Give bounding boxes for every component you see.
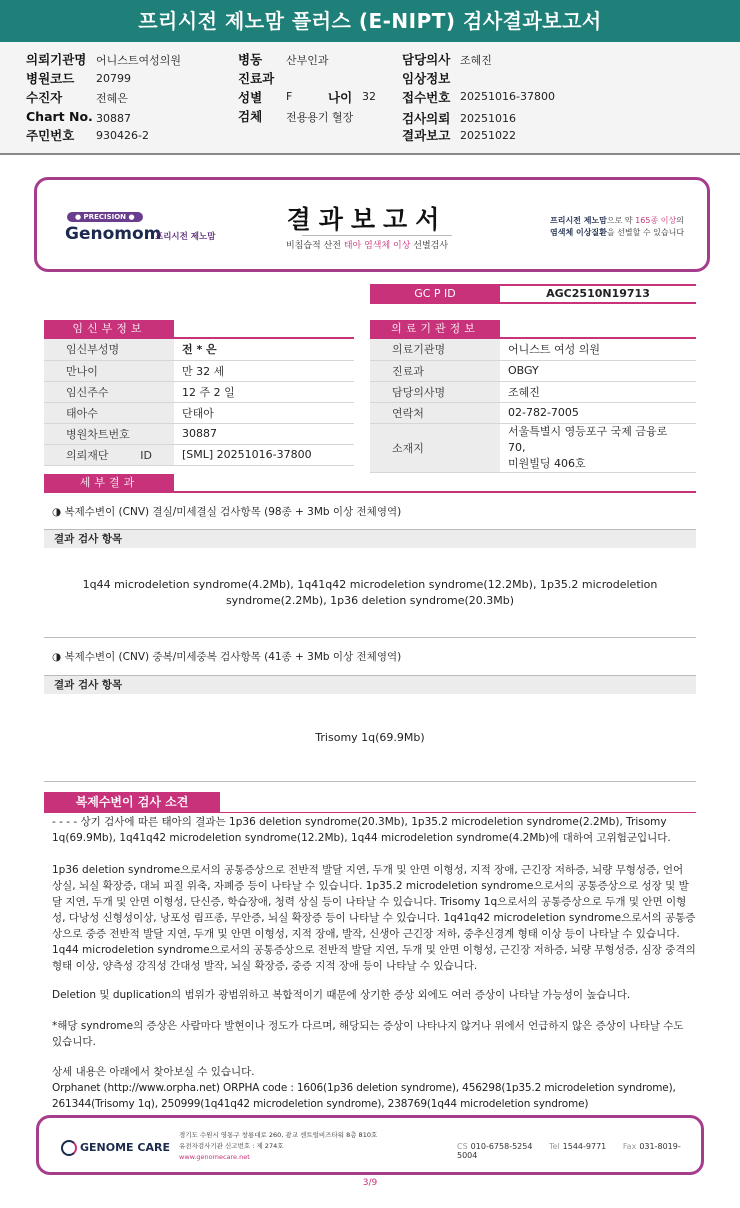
hospital-code-value: 20799 [96,72,131,85]
opinion-disclaimer: *해당 syndrome의 증상은 사람마다 발현이나 정도가 다르며, 해당되는 증상이 나타나지 않거나 위에서 언급하지 않은 증상이 나타날 수도 있습니다. [52,1020,684,1048]
pid-value: AGC2510N19713 [500,284,696,304]
institution-label: 의뢰기관명 [26,52,87,67]
table-row: 만나이 만 32 세 [44,360,354,381]
table-row: 소재지 서울특별시 영등포구 국제 금융로 70, 미원빌딩 406호 [370,423,696,472]
table-row: 진료과 OBGY [370,360,696,381]
genomom-logo-sub: 프리시전 제노맘 [155,232,216,242]
page-number: 3/9 [362,1178,378,1188]
genomecare-logo-icon [61,1140,77,1156]
table-row: 임신주수 12 주 2 일 [44,381,354,402]
table-row: 병원차트번호 30887 [44,423,354,444]
ward-value: 산부인과 [286,54,329,67]
opinion-summary: - - - - 상기 검사에 따른 태아의 결과는 1p36 deletion syndrome(20.3Mb), 1p35.2 microdeletion syndrome(2.2Mb), Trisomy 1q(69.9Mb), 1q41q42 microdeletion syndrome(12.2Mb), 1q44 microdeletion syndrome(4.2Mb)에 대하여 고위험군입니다. [52,816,671,844]
receipt-no-label: 접수번호 [402,90,451,105]
doctor-label: 담당의사 [402,52,451,67]
cnv-deletion-divider [44,637,696,638]
pregnant-info-table [44,339,354,466]
report-subtitle: 비침습적 산전 태아 염색체 이상 선별검사 [285,241,449,251]
receipt-no-value: 20251016-37800 [460,90,555,103]
specimen-label: 검체 [238,109,263,124]
report-title-frame [34,177,710,272]
opinion-symptoms: 1p36 deletion syndrome으로서의 공통증상으로 전반적 발달 지연, 두개 및 안면 이형성, 지적 장애, 근긴장 저하증, 뇌량 무형성증, 언어 상실, 뇌실 확장증, 대뇌 피질 위축, 자폐증 등이 나타날 수 있습니다. 1p35.2 microdeletion syndrome으로서의 공통증상으로 성장 및 발달 지연, 두개 및 안면 이형성, 단신증, 학습장애, 청력 상실 등이 나타날 수 있습니다. Trisomy 1q으로서의 공통증상으로 두개 및 안면 이형성, 다낭성 신형성이상, 낭포성 림프종, 무안증, 뇌실 확장증 등이 나타날 수 있습니다. 1q41q42 microdeletion syndrome으로서의 공통증상으로 중증 전반적 발달 지연, 두개 및 안면 이형성, 지적 장애, 발작, 신생아 근긴장 저하, 중추신경계 형태 이상 등이 나타날 수 있습니다. 1q44 microdeletion syndrome으로서의 공통증상으로 전반적 발달 지연, 두개 및 안면 이형성, 근긴장 저하증, 뇌량 무형성증, 심장 중격의 형태 이상, 양측성 강직성 간대성 발작, 뇌실 확장증, 중증 지적 장애 등이 나타날 수 있습니다. [52,864,696,972]
footer-url[interactable]: www.genomecare.net [179,1153,250,1161]
examinee-value: 전혜은 [96,92,128,105]
table-row: 임신부성명 전 * 은 [44,339,354,360]
chart-no-label: Chart No. [26,109,93,124]
precision-pill: ● PRECISION ● [67,212,143,222]
footer-address: 경기도 수원시 영통구 창룡대로 260, 광교 센트럴비즈타워 8층 810호 유전자검사기관 신고번호 : 제 274호 www.genomecare.net [179,1131,378,1161]
clinical-label: 임상정보 [402,71,451,86]
pid-label: GC P ID [370,284,500,304]
cnv-duplication-header: 결과 검사 항목 [44,675,696,694]
pregnant-info-section: 임신부정보 [44,320,174,338]
request-date-label: 검사의뢰 [402,111,451,126]
report-banner-title: 프리시전 제노맘 플러스 (E-NIPT) 검사결과보고서 [0,0,740,42]
sex-value: F [286,90,293,103]
brand-tagline: 프리시전 제노맘으로 약 165종 이상의 염색체 이상질환을 선별할 수 있습니다 [550,216,685,237]
cnv-deletion-title: ◑ 복제수변이 (CNV) 결실/미세결실 검사항목 (98종 + 3Mb 이상 전체영역) [52,506,402,518]
table-row: 담당의사명 조혜진 [370,381,696,402]
cnv-deletion-results: 1q44 microdeletion syndrome(4.2Mb), 1q41q42 microdeletion syndrome(12.2Mb), 1p35.2 microdeletion syndrome(2.2Mb), 1p36 deletion syndrome(20.3Mb) [82,578,658,607]
report-title: 결과보고서 [286,205,448,234]
age-label: 나이 [328,90,353,105]
resident-no-label: 주민번호 [26,128,75,143]
details-section: 세부결과 [44,474,174,492]
details-section-line [44,491,696,493]
patient-header [0,42,740,155]
genomom-logo: Genomom [65,224,162,244]
opinion-range-note: Deletion 및 duplication의 범위가 광범위하고 복합적이기 때문에 상기한 증상 외에도 여러 증상이 나타날 가능성이 높습니다. [52,989,631,1001]
cnv-duplication-title: ◑ 복제수변이 (CNV) 중복/미세중복 검사항목 (41종 + 3Mb 이상 전체영역) [52,651,402,663]
request-date-value: 20251016 [460,112,516,125]
opinion-section-line [44,812,696,813]
institution-value: 어니스트여성의원 [96,54,182,67]
medical-info-table [370,339,696,473]
medical-info-section: 의료기관정보 [370,320,500,338]
table-row: 태아수 단태아 [44,402,354,423]
dept-label: 진료과 [238,71,275,86]
chart-no-value: 30887 [96,112,131,125]
genomecare-logo: GENOME CARE [61,1140,170,1156]
resident-no-value: 930426-2 [96,129,149,142]
cnv-duplication-divider [44,781,696,782]
age-value: 32 [362,90,376,103]
title-divider [302,235,452,236]
cnv-deletion-header: 결과 검사 항목 [44,529,696,548]
footer-contact: CS 010-6758-5254 Tel 1544-9771 Fax 031-8019-5004 [457,1142,681,1160]
report-date-value: 20251022 [460,129,516,142]
specimen-value: 전용용기 혈장 [286,111,354,124]
table-row: 의뢰재단 ID [SML] 20251016-37800 [44,444,354,465]
report-date-label: 결과보고 [402,128,451,143]
opinion-reference: 상세 내용은 아래에서 찾아보실 수 있습니다. Orphanet (http://www.orpha.net) ORPHA code : 1606(1p36 deletion syndrome), 456298(1p35.2 microdeletion syndrome), 261344(Trisomy 1q), 250999(1q41q42 microdeletion syndrome), 238769(1q44 microdeletion syndrome) [52,1066,676,1110]
hospital-code-label: 병원코드 [26,71,75,86]
examinee-label: 수진자 [26,90,63,105]
footer-frame [36,1115,704,1175]
table-row: 연락처 02-782-7005 [370,402,696,423]
table-row: 의료기관명 어니스트 여성 의원 [370,339,696,360]
doctor-value: 조혜진 [460,54,492,67]
opinion-section: 복제수변이 검사 소견 [44,792,220,812]
cnv-duplication-results: Trisomy 1q(69.9Mb) [315,731,425,744]
sex-label: 성별 [238,90,263,105]
ward-label: 병동 [238,52,263,67]
